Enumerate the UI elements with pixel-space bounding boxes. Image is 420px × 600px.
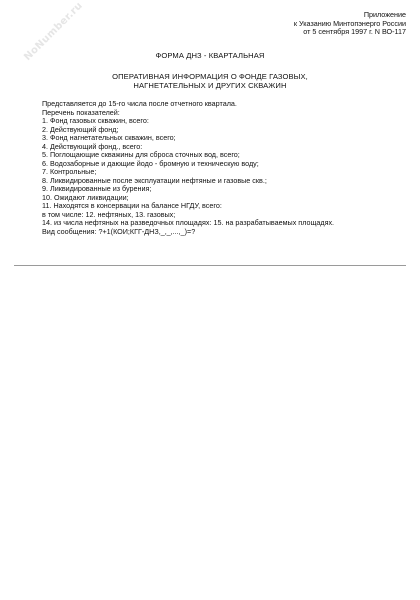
- document-title-line-2: НАГНЕТАТЕЛЬНЫХ И ДРУГИХ СКВАЖИН: [133, 81, 287, 90]
- appendix-decree: к Указанию Минтопэнерго России: [293, 18, 406, 28]
- indicator-item: 3. Фонд нагнетательных скважин, всего;: [42, 133, 176, 142]
- indicator-item: 6. Водозаборные и дающие йодо - бромную и техническую воду;: [42, 158, 259, 168]
- indicator-item: 1. Фонд газовых скважин, всего:: [42, 116, 149, 125]
- document-title-line-1: ОПЕРАТИВНАЯ ИНФОРМАЦИЯ О ФОНДЕ ГАЗОВЫХ,: [112, 72, 308, 81]
- message-type: Вид сообщения: ?+1(КОИ;КГГ-ДНЗ,_,_,...,_)=?: [42, 226, 196, 236]
- indicator-item: 14. из числа нефтяных на разведочных площадях: 15. на разрабатываемых площадях.: [42, 218, 335, 227]
- horizontal-divider: [14, 265, 406, 266]
- indicator-item: 7. Контрольные;: [42, 167, 97, 176]
- indicator-item: 10. Ожидают ликвидации;: [42, 192, 129, 202]
- indicator-item: в том числе: 12. нефтяных, 13. газовых;: [42, 209, 176, 219]
- document-title: [0, 72, 420, 90]
- indicator-item: 2. Действующий фонд;: [42, 124, 119, 134]
- indicators-heading: Перечень показателей:: [42, 107, 120, 117]
- indicator-item: 8. Ликвидированные после эксплуатации нефтяные и газовые скв.;: [42, 175, 267, 185]
- form-title: ФОРМА ДНЗ - КВАРТАЛЬНАЯ: [155, 51, 265, 60]
- indicator-item: 9. Ликвидированные из бурения;: [42, 184, 152, 193]
- watermark: NoNumber.ru: [22, 0, 86, 64]
- indicator-item: 4. Действующий фонд., всего:: [42, 141, 143, 151]
- submission-note: Представляется до 15-го числа после отчетного квартала.: [42, 99, 237, 108]
- appendix-header: [294, 11, 406, 37]
- document-body: [42, 100, 412, 236]
- appendix-date: от 5 сентября 1997 г. N ВО-117: [303, 27, 406, 37]
- appendix-label: Приложение: [363, 10, 406, 19]
- indicator-item: 5. Поглощающие скважины для сброса сточных вод, всего;: [42, 150, 240, 159]
- indicator-item: 11. Находятся в консервации на балансе НГДУ, всего:: [42, 201, 222, 210]
